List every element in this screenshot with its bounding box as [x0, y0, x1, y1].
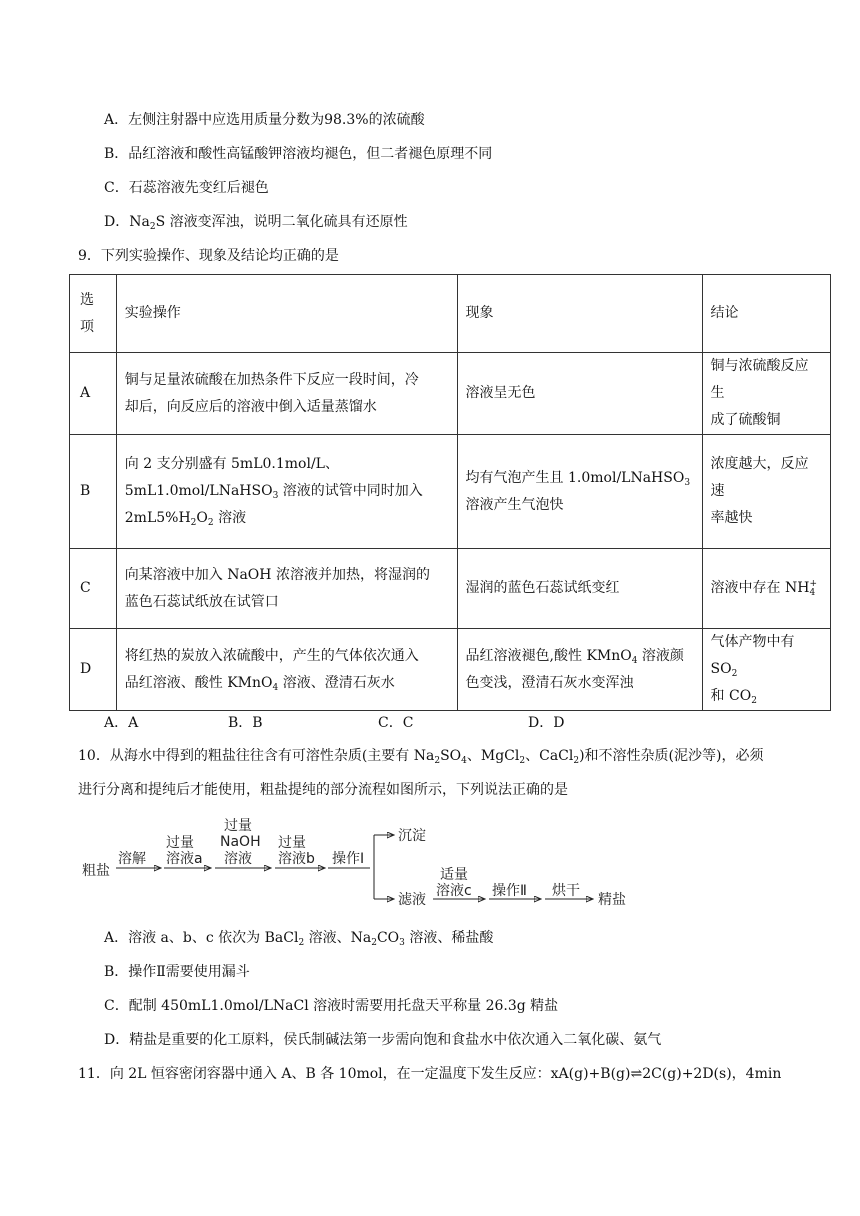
row-phenomenon: 品红溶液褪色,酸性 KMnO$_4$ 溶液颜 色变浅，澄清石灰水变浑浊	[457, 629, 702, 711]
row-operation: 向 2 支分别盛有 5mL0.1mol/L、 5mL1.0mol/LNaHSO$_3$ 溶液的试管中同时加入 $2mL5\%H_2O_2$ 溶液	[116, 435, 457, 549]
header-operation: 实验操作	[116, 275, 457, 353]
flow-step3-reagent: NaOH	[220, 834, 261, 850]
row-phenomenon: 均有气泡产生且 1.0mol/LNaHSO$_3$ 溶液产生气泡快	[457, 435, 702, 549]
choice-d[interactable]: D．D	[528, 715, 565, 731]
row-option: A	[70, 353, 117, 435]
q8-option-c: C．石蕊溶液先变红后褪色	[104, 180, 269, 196]
table-row	[70, 629, 831, 711]
row-phenomenon: 湿润的蓝色石蕊试纸变红	[457, 549, 702, 629]
choice-c[interactable]: C．C	[378, 715, 414, 731]
choice-b[interactable]: B．B	[228, 715, 263, 731]
row-operation: 将红热的炭放入浓硫酸中，产生的气体依次通入 品红溶液、酸性 KMnO$_4$ 溶液、澄清石灰水	[116, 629, 457, 711]
flow-start: 粗盐	[82, 863, 110, 879]
header-phenomenon: 现象	[457, 275, 702, 353]
flow-dry: 烘干	[552, 883, 580, 899]
table-row	[70, 353, 831, 435]
table-row	[70, 435, 831, 549]
flow-operation-1: 操作Ⅰ	[332, 851, 365, 867]
header-conclusion: 结论	[702, 275, 830, 353]
salt-purification-flowchart	[78, 815, 638, 915]
q9-choices	[104, 712, 664, 732]
row-option: B	[70, 435, 117, 549]
q9-stem: 9．下列实验操作、现象及结论均正确的是	[78, 248, 339, 264]
flow-step4-reagent: 溶液b	[278, 851, 315, 867]
row-operation: 铜与足量浓硫酸在加热条件下反应一段时间，冷 却后，向反应后的溶液中倒入适量蒸馏水	[116, 353, 457, 435]
q10-option-a: A．溶液 a、b、c 依次为 BaCl$_2$ 溶液、$Na_2CO_3$ 溶液、稀盐酸	[104, 930, 494, 948]
row-option: C	[70, 549, 117, 629]
flow-step3-amount: 过量	[224, 818, 252, 834]
q8-option-a: A．左侧注射器中应选用质量分数为98.3%的浓硫酸	[104, 112, 425, 128]
q8-option-b: B．品红溶液和酸性高锰酸钾溶液均褪色，但二者褪色原理不同	[104, 146, 493, 162]
row-operation: 向某溶液中加入 NaOH 浓溶液并加热，将湿润的 蓝色石蕊试纸放在试管口	[116, 549, 457, 629]
flow-step2-reagent: 溶液a	[166, 851, 203, 867]
flow-operation-2: 操作Ⅱ	[492, 883, 527, 899]
q10-option-c: C．配制 450mL1.0mol/LNaCl 溶液时需要用托盘天平称量 26.3g 精盐	[104, 998, 559, 1014]
row-option: D	[70, 629, 117, 711]
flow-precipitate: 沉淀	[398, 828, 426, 844]
q8-option-d: D．$Na_2S$ 溶液变浑浊，说明二氧化硫具有还原性	[104, 214, 408, 232]
flow-product: 精盐	[598, 892, 626, 908]
table-row	[70, 549, 831, 629]
flow-step1: 溶解	[118, 851, 146, 867]
q10-option-d: D．精盐是重要的化工原料，侯氏制碱法第一步需向饱和食盐水中依次通入二氧化碳、氨气	[104, 1032, 662, 1048]
experiment-table	[69, 274, 831, 711]
table-header-row	[70, 275, 831, 353]
row-conclusion: 铜与浓硫酸反应生 成了硫酸铜	[702, 353, 830, 435]
flow-step5-amount: 适量	[440, 867, 468, 883]
flow-step3-solution: 溶液	[224, 851, 252, 867]
flow-step4-amount: 过量	[278, 835, 306, 851]
q11-stem: 11．向 2L 恒容密闭容器中通入 A、B 各 10mol，在一定温度下发生反应：xA(g)+B(g)⇌2C(g)+2D(s)，4min	[78, 1066, 782, 1082]
q10-option-b: B．操作Ⅱ需要使用漏斗	[104, 964, 250, 980]
header-option: 选 项	[70, 275, 117, 353]
q10-stem-line2: 进行分离和提纯后才能使用，粗盐提纯的部分流程如图所示，下列说法正确的是	[78, 782, 568, 798]
row-phenomenon: 溶液呈无色	[457, 353, 702, 435]
row-conclusion: 浓度越大，反应速 率越快	[702, 435, 830, 549]
flow-step5-reagent: 溶液c	[436, 883, 472, 899]
q10-stem-line1: 10．从海水中得到的粗盐往往含有可溶性杂质(主要有 $Na_2SO_4$、MgCl$_2$、CaCl$_2$)和不溶性杂质(泥沙等)，必须	[78, 748, 764, 766]
flow-step2-amount: 过量	[166, 835, 194, 851]
flow-filtrate: 滤液	[398, 892, 426, 908]
row-conclusion: 溶液中存在 NH+ 4	[702, 549, 830, 629]
row-conclusion: 气体产物中有 $SO_2$ 和 $CO_2$	[702, 629, 830, 711]
choice-a[interactable]: A．A	[104, 715, 139, 731]
